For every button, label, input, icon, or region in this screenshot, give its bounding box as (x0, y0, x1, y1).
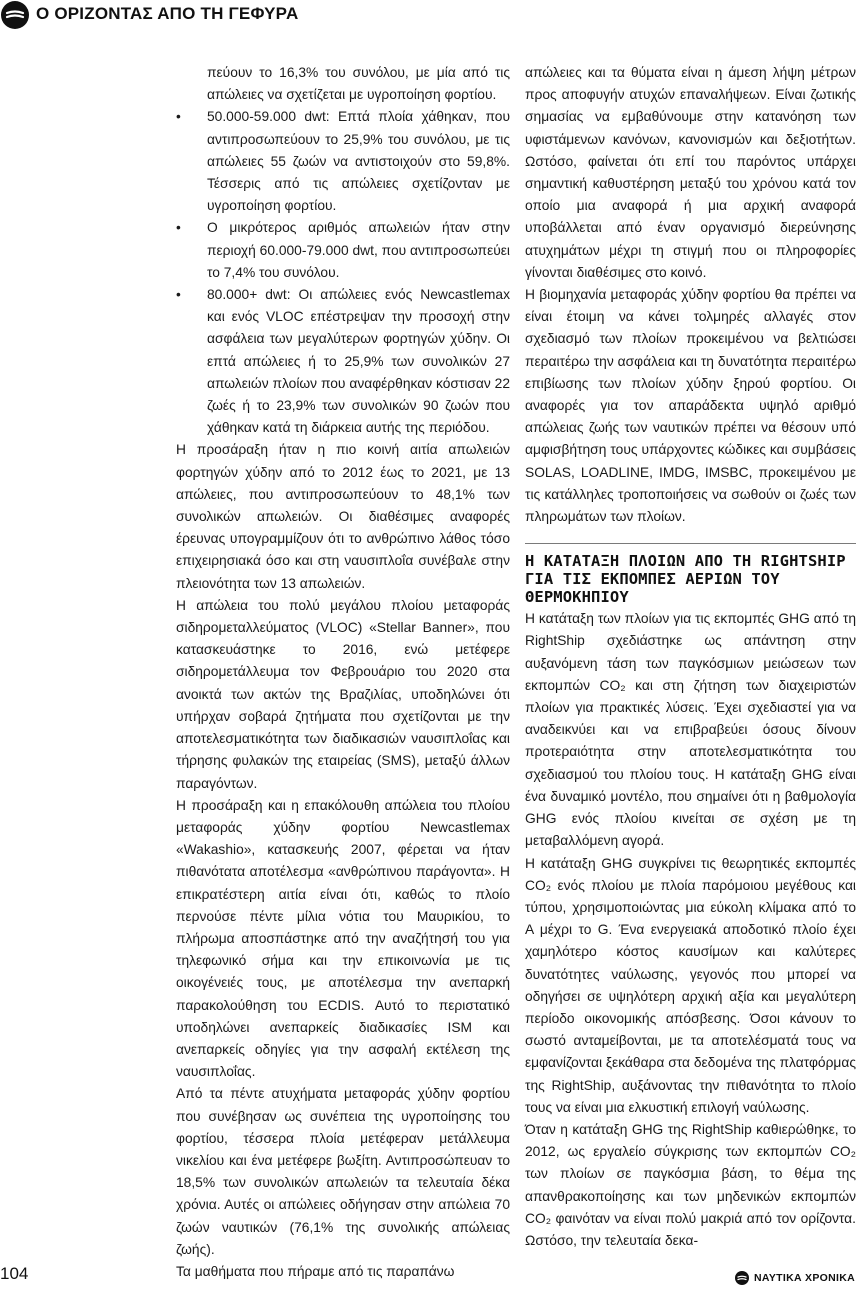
body-paragraph: Η βιομηχανία μεταφοράς χύδην φορτίου θα πρέπει να είναι έτοιμη να κάνει τολμηρές αλλαγές στον σχεδιασμό των πλοίων προκειμένου να βελτιώσει περαιτέρω την ασφάλεια και τη δυνατότητα περαιτέρω επιβίωσης των πλοίων χύδην ξηρού φορτίου. Οι αναφορές για τον απαράδεκτα υψηλό αριθμό απώλειας ζωής των ναυτικών πρέπει να θέσουν υπό αμφισβήτηση τους υπάρχοντες κώδικες και συμβάσεις SOLAS, LOADLINE, IMDG, IMSBC, προκειμένου με τις κατάλληλες τροποποιήσεις να σωθούν οι ζωές των πληρωμάτων των πλοίων. (525, 287, 856, 525)
bullet-text: 50.000-59.000 dwt: Επτά πλοία χάθηκαν, που αντιπροσωπεύουν το 25,9% του συνόλου, με τις απώλειες 55 ζωών να αντιστοιχούν στο 59,8%. Τέσσερις από τις απώλειες σχετίζονταν με υγροποίηση φορτίου. (207, 109, 510, 214)
brand-logo-icon (735, 1271, 749, 1285)
body-paragraph: Η κατάταξη των πλοίων για τις εκπομπές GHG από τη RightShip σχεδιάστηκε ως απάντηση στην αυξανόμενη τάση των παγκόσμιων μειώσεων των εκπομπών CO₂ και στη ζήτηση των διαχειριστών πλοίων για πρακτικές λύσεις. Έχει σχεδιαστεί για να αναδεικνύει και να επιβραβεύει όσους δίνουν προτεραιότητα στην αποτελεσματικότητα του σχεδιασμού του πλοίου τους. Η κατάταξη GHG είναι ένα δυναμικό μοντέλο, που σημαίνει ότι η βαθμολογία GHG ενός πλοίου κινείται σε σχέση με τη μεταβαλλόμενη αγορά. (525, 611, 856, 849)
bullet-item (176, 106, 510, 217)
section-title: Ο ΟΡΙΖΟΝΤΑΣ ΑΠΟ ΤΗ ΓΕΦΥΡΑ (36, 4, 299, 23)
brand-name: ΝΑΥΤΙΚΑ ΧΡΟΝΙΚΑ (754, 1272, 855, 1284)
bullet-text: Ο μικρότερος αριθμός απωλειών ήταν στην περιοχή 60.000-79.000 dwt, που αντιπροσωπεύει το 7,4% του συνόλου. (207, 220, 510, 280)
bullet-item (176, 217, 510, 284)
page-header (0, 0, 857, 30)
body-paragraph: Η προσάραξη και η επακόλουθη απώλεια του πλοίου μεταφοράς χύδην φορτίου Newcastlemax «Wakashio», κατασκευής 2007, φέρεται να ήταν πιθανότατα αποτέλεσμα «ανθρώπινου παράγοντα». Η επικρατέστερη αιτία είναι ότι, καθώς το πλοίο περνούσε πέντε μίλια νότια του Μαυρικίου, το πλήρωμα αποσπάστηκε από την αναζήτησή του για τηλεφωνικό σήμα και την επικοινωνία με τις οικογένειές τους, με αποτέλεσμα την ανεπαρκή παρακολούθηση του ECDIS. Αυτό το περιστατικό υποδηλώνει ανεπαρκείς διαδικασίες ISM και ανεπαρκείς οδηγίες για την ασφαλή εκτέλεση της ναυσιπλοΐας. (176, 797, 510, 1080)
body-paragraph: Η κατάταξη GHG συγκρίνει τις θεωρητικές εκπομπές CO₂ ενός πλοίου με πλοία παρόμοιου μεγέθους και τύπου, χρησιμοποιώντας μια εύκολη κλίμακα από το A μέχρι το G. Ένα ενεργειακά αποδοτικό πλοίο έχει χαμηλότερο κόστος καυσίμων και καλύτερες δυνατότητες ναύλωσης, γεγονός που μπορεί να οδηγήσει σε υψηλότερη αρχική αξία και μεγαλύτερη περίοδο οικονομικής απόσβεσης. Όσοι κάνουν το σωστό ανταμείβονται, με τα αποτελέσματά τους να εμφανίζονται ξεκάθαρα στα δεδομένα της πλατφόρμας της RightShip, αυξάνοντας την πιθανότητα το πλοίο τους να είναι μια ελκυστική επιλογή ναύλωσης. (525, 855, 856, 1115)
bullet-icon: • (176, 220, 181, 236)
body-paragraph: Η προσάραξη ήταν η πιο κοινή αιτία απωλειών φορτηγών χύδην από το 2012 έως το 2021, με 13 απώλειες, που αντιπροσωπεύουν το 48,1% των συνολικών απωλειών. Οι διαθέσιμες αναφορές έρευνας υπογραμμίζουν ότι το ανθρώπινο λάθος τόσο επιχειρησιακά όσο και στη ναυσιπλοΐα συνέβαλε στην πλειονότητα των 13 απωλειών. (176, 442, 510, 591)
bullet-icon: • (176, 109, 181, 125)
body-paragraph: Η απώλεια του πολύ μεγάλου πλοίου μεταφοράς σιδηρομεταλλεύματος (VLOC) «Stellar Banner», που κατασκευάστηκε το 2016, ενώ μετέφερε σιδηρομετάλλευμα τον Φεβρουάριο του 2020 στα ανοικτά των ακτών της Βραζιλίας, υποδηλώνει ότι υπήρχαν σοβαρά ζητήματα που σχετίζονται με την αποτελεσματικότητα των διαδικασιών ναυσιπλοΐας και τήρησης φυλακών της εταιρείας (SMS), μεταξύ άλλων παραγόντων. (176, 597, 510, 791)
magazine-logo-icon (1, 1, 29, 29)
body-paragraph: Τα μαθήματα που πήραμε από τις παραπάνω (176, 1263, 455, 1279)
left-column (176, 62, 510, 1283)
bullet-item (176, 284, 510, 439)
page-number: 104 (0, 1264, 29, 1283)
section-heading: Η ΚΑΤΑΤΑΞΗ ΠΛΟΙΩΝ ΑΠΟ ΤΗ RIGHTSHIP ΓΙΑ ΤΙΣ ΕΚΠΟΜΠΕΣ ΑΕΡΙΩΝ ΤΟΥ ΘΕΡΜΟΚΗΠΙΟΥ (525, 552, 846, 607)
bullet-icon: • (176, 287, 181, 303)
footer-brand (735, 1270, 855, 1286)
tonnage-bullet-list (176, 106, 510, 439)
body-paragraph: Όταν η κατάταξη GHG της RightShip καθιερώθηκε, το 2012, ως εργαλείο σύγκρισης των εκπομπών CO₂ των πλοίων σε παγκόσμια βάση, το θέμα της απανθρακοποίησης και των μηδενικών εκπομπών CO₂ φαινόταν να είναι πολύ μακριά από τον ορίζοντα. Ωστόσο, την τελευταία δεκα- (525, 1121, 856, 1248)
right-column (525, 62, 856, 1252)
bullet-text: 80.000+ dwt: Οι απώλειες ενός Newcastlemax και ενός VLOC επέστρεψαν την προσοχή στην ασφάλεια των μεγαλύτερων φορτηγών χύδην. Οι επτά απώλειες ή το 25,9% των συνολικών 27 απωλειών πλοίων που αναφέρθηκαν κόστισαν 22 ζωές ή το 23,9% των συνολικών 90 ζωών που χάθηκαν κατά τη διάρκεια αυτής της περιόδου. (207, 287, 510, 436)
body-paragraph: Από τα πέντε ατυχήματα μεταφοράς χύδην φορτίου που συνέβησαν ως συνέπεια της υγροποίησης του φορτίου, τέσσερα πλοία μετέφεραν μετάλλευμα νικελίου και ένα μετέφερε βωξίτη. Αντιπροσώπευαν το 18,5% των συνολικών απωλειών τα τελευταία δέκα χρόνια. Αυτές οι απώλειες οδήγησαν στην απώλεια 70 ζωών ναυτικών (76,1% της συνολικής απώλειας ζωής). (176, 1086, 510, 1257)
continuation-text: πεύουν το 16,3% του συνόλου, με μία από τις απώλειες να σχετίζεται με υγροποίηση φορτίου. (207, 65, 510, 103)
section-divider (525, 543, 856, 544)
body-paragraph: απώλειες και τα θύματα είναι η άμεση λήψη μέτρων προς αποφυγήν ατυχών επαναλήψεων. Είναι ζωτικής σημασίας να εμβαθύνουμε στην κατανόηση των υφιστάμενων κανόνων, κανονισμών και δεξιοτήτων. Ωστόσο, φαίνεται ότι επί του παρόντος υπάρχει σημαντική καθυστέρηση μεταξύ του χρόνου κατά τον οποίο μια αναφορά ή μια αρχική αναφορά υποβάλλεται από έναν οργανισμό διερεύνησης ατυχημάτων μέχρι τη στιγμή που οι πληροφορίες γίνονται διαθέσιμες στο κοινό. (525, 65, 856, 280)
